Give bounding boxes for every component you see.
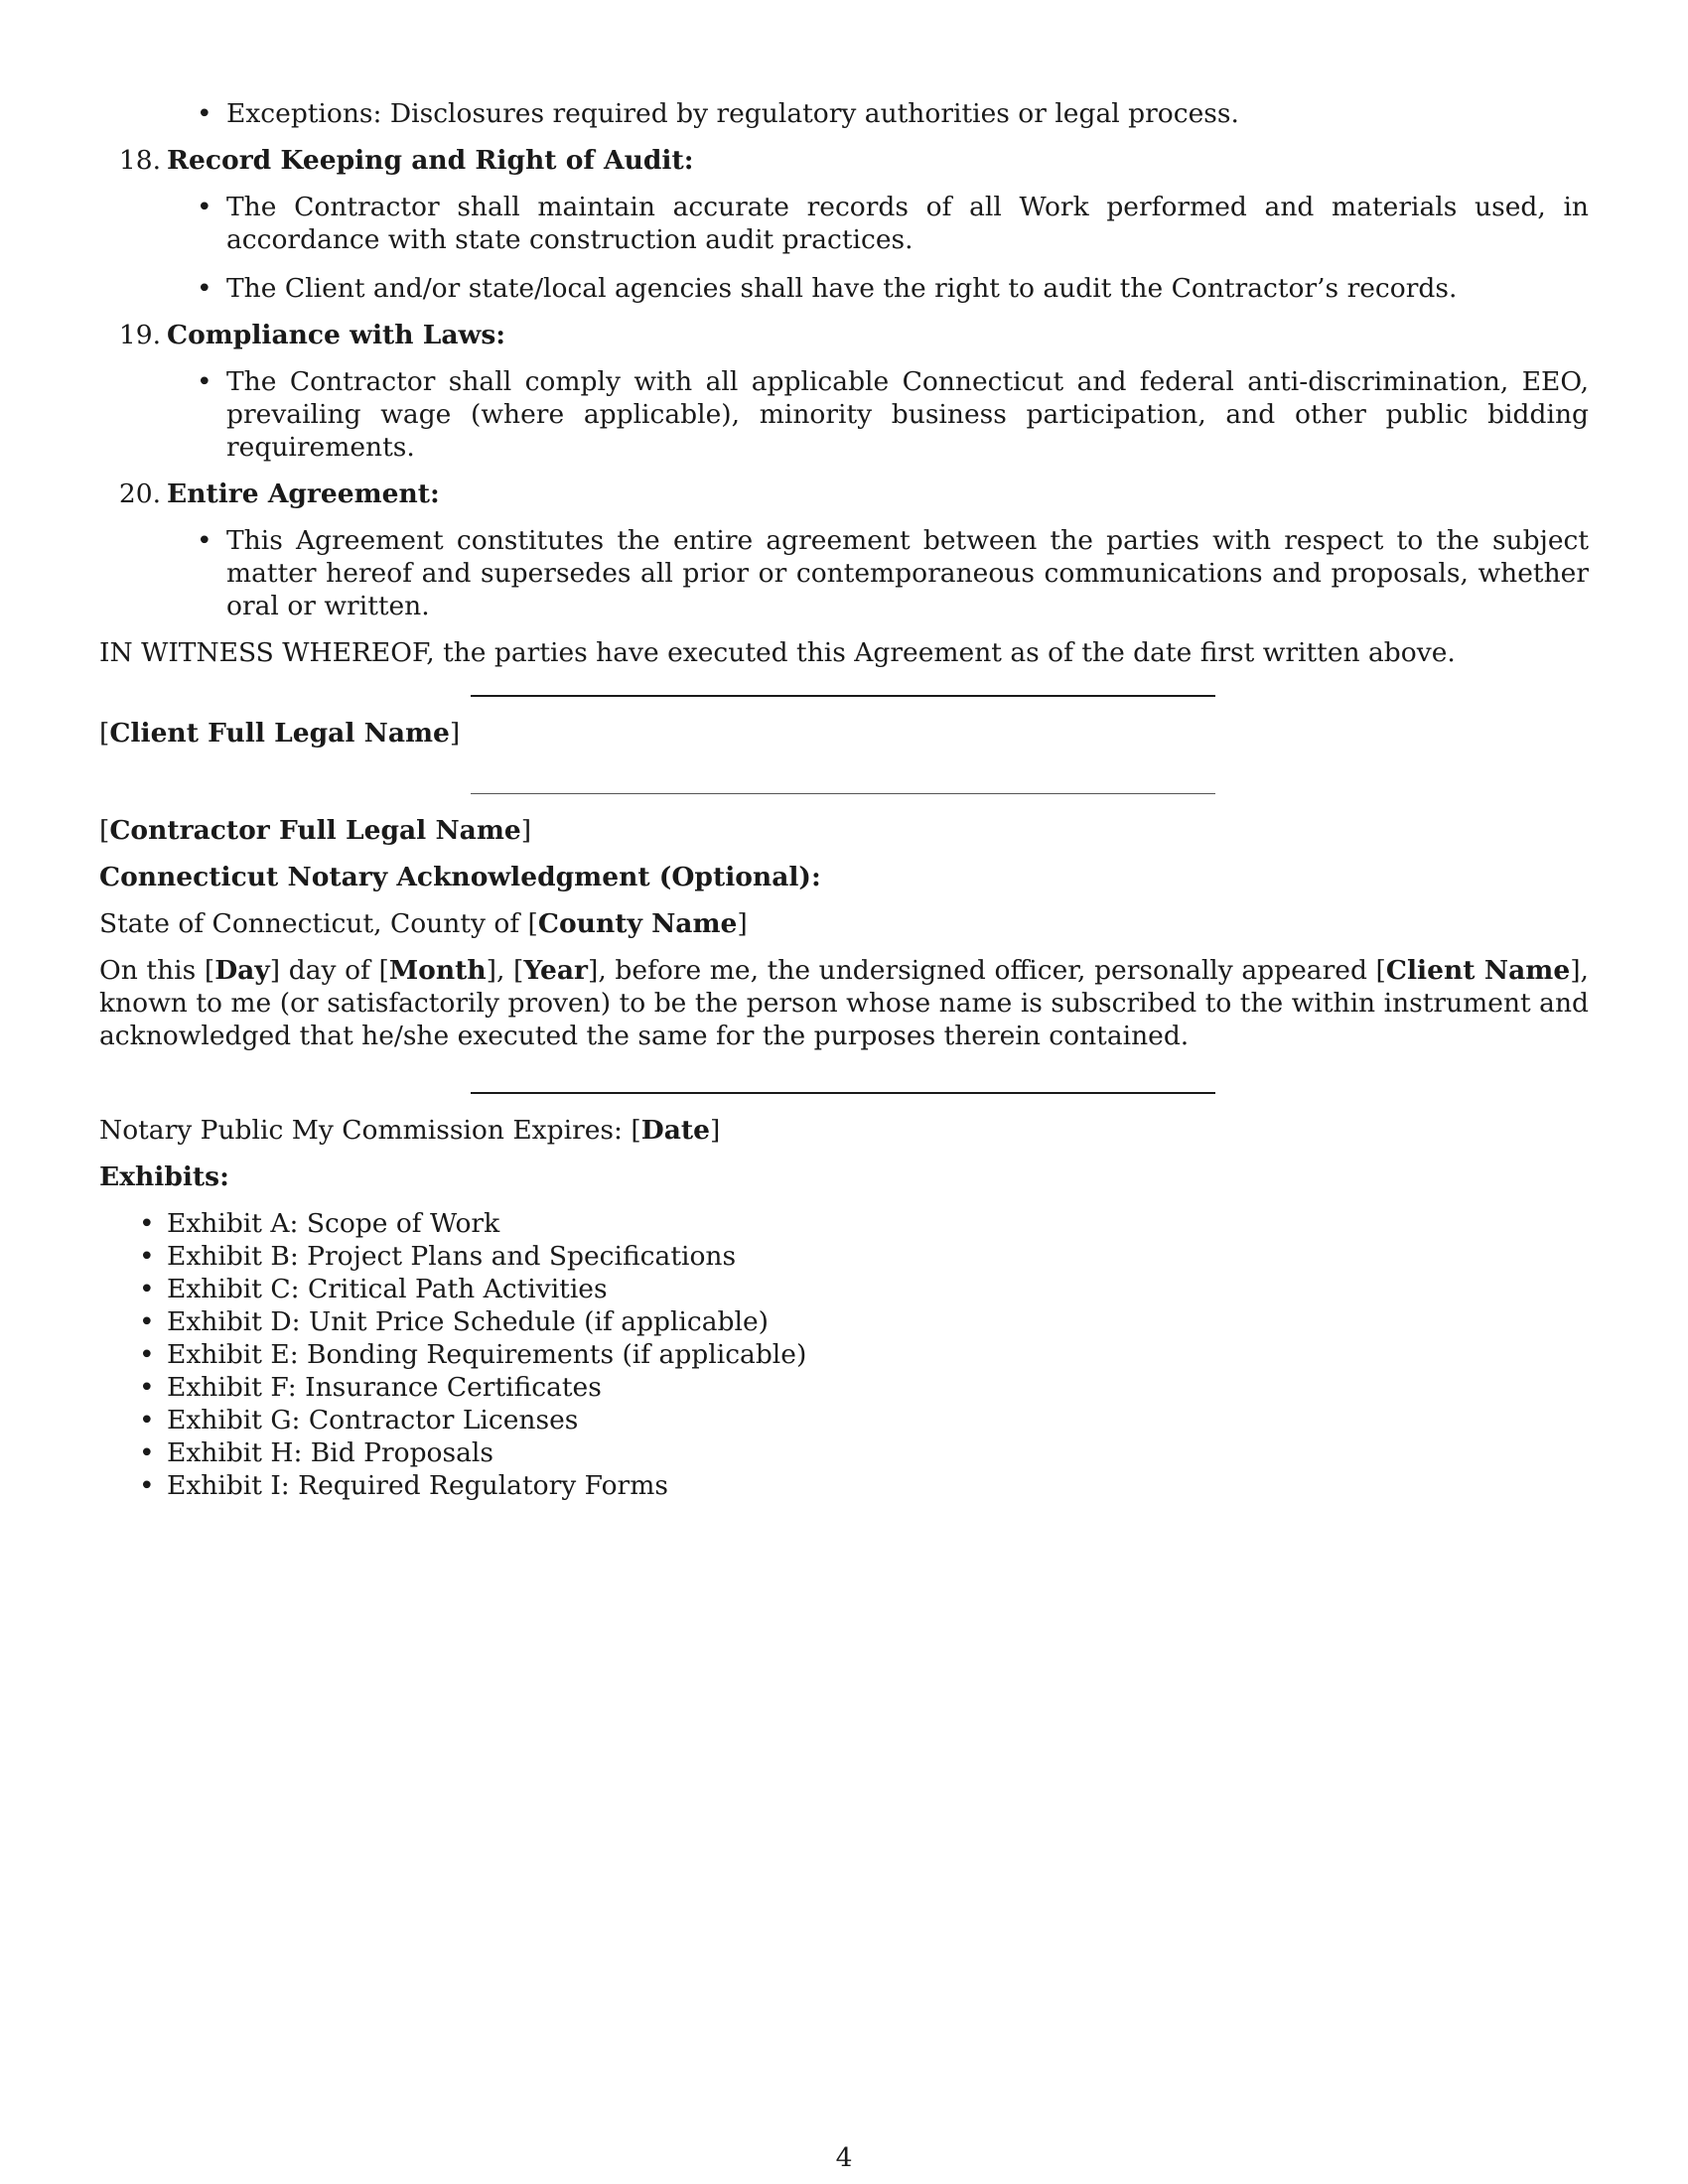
- contractor-signature-label: [Contractor Full Legal Name]: [99, 815, 532, 846]
- section-20: [99, 478, 1589, 510]
- exhibits-list: [99, 1207, 1589, 1502]
- client-signature-label: [Client Full Legal Name]: [99, 718, 461, 749]
- client-full-legal-name: Client Full Legal Name: [109, 718, 450, 749]
- section-19: [99, 319, 1589, 351]
- section-number: 18.: [118, 145, 161, 176]
- client-name-placeholder: Client Name: [1385, 955, 1571, 986]
- county-name: County Name: [537, 908, 738, 939]
- list-item: • Exhibit B: Project Plans and Specifications: [99, 1240, 1589, 1273]
- section-18-bullets: [99, 191, 1589, 305]
- notary-expiry-line: Notary Public My Commission Expires: [Date]: [99, 1115, 721, 1146]
- section-number: 19.: [118, 320, 161, 350]
- list-item: • Exhibit I: Required Regulatory Forms: [99, 1469, 1589, 1502]
- day-placeholder: Day: [214, 955, 270, 986]
- exceptions-bullet: • Exceptions: Disclosures required by regulatory authorities or legal process.: [99, 97, 1589, 130]
- section-title: Compliance with Laws:: [167, 320, 506, 350]
- notary-county-line: State of Connecticut, County of [County Name]: [99, 908, 748, 939]
- notary-heading: Connecticut Notary Acknowledgment (Optional):: [99, 862, 821, 892]
- list-item: • Exhibit A: Scope of Work: [99, 1207, 1589, 1240]
- notary-acknowledgment-paragraph: On this [Day] day of [Month], [Year], before me, the undersigned officer, personally appeared [Client Name], known to me (or satisfactorily proven) to be the person whose name is subscribed to the within instrument and acknowledged that he/she executed the same for the purposes therein contained.: [99, 955, 1589, 1051]
- section-20-bullets: [99, 524, 1589, 622]
- list-item: • Exhibit F: Insurance Certificates: [99, 1371, 1589, 1404]
- exhibits-heading: Exhibits:: [99, 1161, 229, 1192]
- list-item: • The Contractor shall comply with all applicable Connecticut and federal anti-discrimination, EEO, prevailing wage (where applicable), minority business participation, and other public bidding requirements.: [99, 365, 1589, 464]
- list-item: • Exhibit G: Contractor Licenses: [99, 1404, 1589, 1436]
- client-signature-line: [471, 695, 1215, 697]
- list-item: • Exhibit C: Critical Path Activities: [99, 1273, 1589, 1305]
- list-item: • This Agreement constitutes the entire agreement between the parties with respect to the subject matter hereof and supersedes all prior or contemporaneous communications and proposals, whether oral or written.: [99, 524, 1589, 622]
- witness-statement: IN WITNESS WHEREOF, the parties have executed this Agreement as of the date first written above.: [99, 637, 1456, 668]
- list-item: • Exhibit H: Bid Proposals: [99, 1436, 1589, 1469]
- notary-signature-line: [471, 1092, 1215, 1094]
- contractor-signature-line: [471, 793, 1215, 794]
- contractor-full-legal-name: Contractor Full Legal Name: [109, 815, 521, 846]
- list-item: • Exhibit D: Unit Price Schedule (if applicable): [99, 1305, 1589, 1338]
- month-placeholder: Month: [388, 955, 487, 986]
- page-number: 4: [835, 2142, 853, 2173]
- year-placeholder: Year: [523, 955, 588, 986]
- date-placeholder: Date: [640, 1115, 710, 1146]
- list-item: • The Contractor shall maintain accurate records of all Work performed and materials used, in accordance with state construction audit practices.: [99, 191, 1589, 256]
- section-18: [99, 144, 1589, 177]
- section-number: 20.: [118, 478, 161, 509]
- section-title: Record Keeping and Right of Audit:: [167, 145, 694, 176]
- section-19-bullets: [99, 365, 1589, 464]
- list-item: • The Client and/or state/local agencies shall have the right to audit the Contractor’s records.: [99, 272, 1589, 305]
- section-title: Entire Agreement:: [167, 478, 440, 509]
- page-content: [99, 97, 1589, 1502]
- list-item: • Exhibit E: Bonding Requirements (if applicable): [99, 1338, 1589, 1371]
